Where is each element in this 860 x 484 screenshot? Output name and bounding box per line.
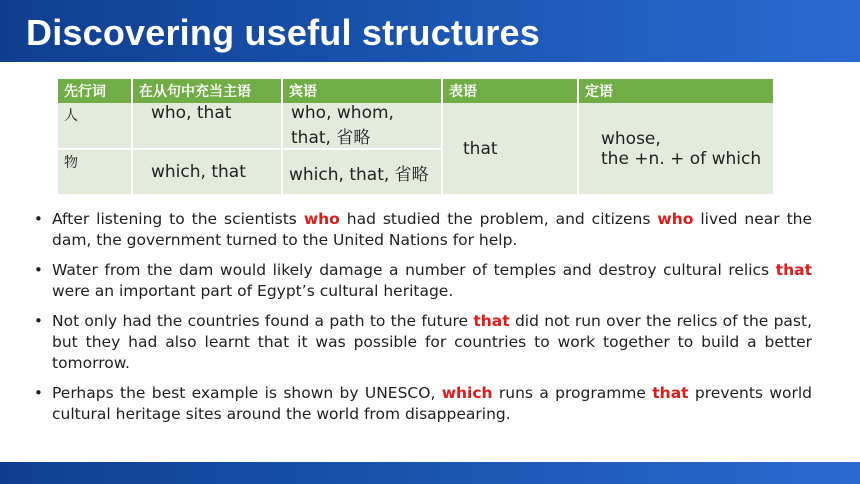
header-predicative: 表语	[442, 79, 578, 103]
sentence-text	[52, 261, 812, 300]
sentence-text	[52, 384, 812, 423]
object-person-line2: that, 省略	[291, 128, 371, 148]
text-segment: runs a programme	[492, 384, 653, 402]
bullet: •	[34, 312, 43, 330]
header-attributive: 定语	[578, 79, 774, 103]
text-segment: Perhaps the best example is shown by UNESCO,	[52, 384, 442, 402]
example-sentences	[34, 209, 812, 434]
text-segment: Water from the dam would likely damage a number of temples and destroy cultural relics	[52, 261, 776, 279]
table-row	[58, 103, 774, 149]
attributive-cell	[578, 103, 774, 195]
object-person-line1: who, whom,	[291, 103, 394, 123]
header-antecedent: 先行词	[58, 79, 132, 103]
attributive-line2: the +n. + of which	[601, 148, 762, 169]
text-segment: prevents world cultural heritage sites around the world from disappearing.	[52, 384, 813, 423]
bullet: •	[34, 261, 43, 279]
list-item	[34, 209, 812, 251]
text-segment: Not only had the countries found a path to the future	[52, 312, 474, 330]
sentence-text	[52, 312, 812, 372]
keyword: which	[441, 384, 493, 402]
text-segment: had studied the problem, and citizens	[339, 210, 658, 228]
slide-title: Discovering useful structures	[26, 12, 540, 53]
sentence-text	[52, 210, 812, 249]
footer-bar	[0, 462, 860, 484]
text-segment: lived near the dam, the government turned to the United Nations for help.	[52, 210, 813, 249]
table-header-row	[58, 79, 774, 103]
subject-person: who, that	[132, 103, 282, 149]
keyword: that	[775, 261, 812, 279]
keyword: who	[303, 210, 340, 228]
header-subject: 在从句中充当主语	[132, 79, 282, 103]
relative-pronoun-table	[58, 79, 775, 196]
object-thing: which, that, 省略	[282, 149, 442, 195]
predicative-value: that	[463, 138, 498, 159]
object-person	[282, 103, 442, 149]
header-object: 宾语	[282, 79, 442, 103]
subject-thing: which, that	[132, 149, 282, 195]
keyword: who	[657, 210, 694, 228]
title-bar	[0, 0, 860, 62]
keyword: that	[473, 312, 510, 330]
keyword: that	[652, 384, 689, 402]
text-segment: After listening to the scientists	[52, 210, 304, 228]
text-segment: did not run over the relics of the past, but they had also learnt that it was possible for countries to work together to build a better tomorrow.	[52, 312, 813, 372]
antecedent-thing: 物	[58, 149, 132, 195]
antecedent-person: 人	[58, 103, 132, 149]
attributive-line1: whose,	[601, 128, 661, 149]
bullet: •	[34, 210, 43, 228]
list-item	[34, 260, 812, 302]
list-item	[34, 383, 812, 425]
text-segment: were an important part of Egypt’s cultural heritage.	[52, 282, 454, 300]
bullet: •	[34, 384, 43, 402]
list-item	[34, 311, 812, 374]
predicative-cell	[442, 103, 578, 195]
